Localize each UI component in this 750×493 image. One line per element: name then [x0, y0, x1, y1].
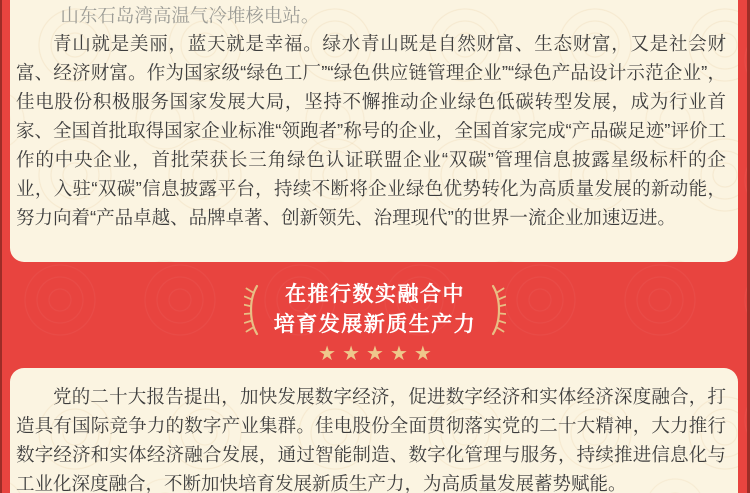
photo-caption: 山东石岛湾高温气冷堆核电站。	[60, 5, 320, 26]
section-banner	[0, 262, 750, 368]
five-stars-icon: ★★★★★	[318, 343, 438, 365]
wheat-branch-left-icon	[244, 284, 260, 336]
left-border-strip	[0, 0, 2, 493]
green-development-paragraph: 青山就是美丽，蓝天就是幸福。绿水青山既是自然财富、生态财富，又是社会财富、经济财富。作为国家级“绿色工厂”“绿色供应链管理企业”“绿色产品设计示范企业”，佳电股份积极服务国家发展大局，坚持不懈推动企业绿色低碳转型发展，成为行业首家、全国首批取得国家企业标准“领跑者”称号的企业，全国首家完成“产品碳足迹”评价工作的中央企业，首批荣获长三角绿色认证联盟企业“双碳”管理信息披露星级标杆的企业，入驻“双碳”信息披露平台，持续不断将企业绿色优势转化为高质量发展的新动能，努力向着“产品卓越、品牌卓著、创新领先、治理现代”的世界一流企业加速迈进。	[16, 33, 726, 228]
banner-title-row	[244, 280, 507, 340]
green-development-section	[10, 0, 738, 262]
wheat-branch-right-icon	[490, 284, 506, 336]
banner-title-line2: 培育发展新质生产力	[273, 313, 477, 336]
digital-economy-paragraph: 党的二十大报告提出，加快发展数字经济，促进数字经济和实体经济深度融合，打造具有国际竞争力的数字产业集群。佳电股份全面贯彻落实党的二十大精神，大力推行数字经济和实体经济融合发展，通过智能制造、数字化管理与服务，持续推进信息化与工业化深度融合，不断加快培育发展新质生产力，为高质量发展蓄势赋能。	[16, 386, 726, 493]
banner-title	[274, 280, 477, 340]
digital-economy-section	[10, 368, 738, 493]
banner-title-line1: 在推行数实融合中	[285, 283, 465, 306]
